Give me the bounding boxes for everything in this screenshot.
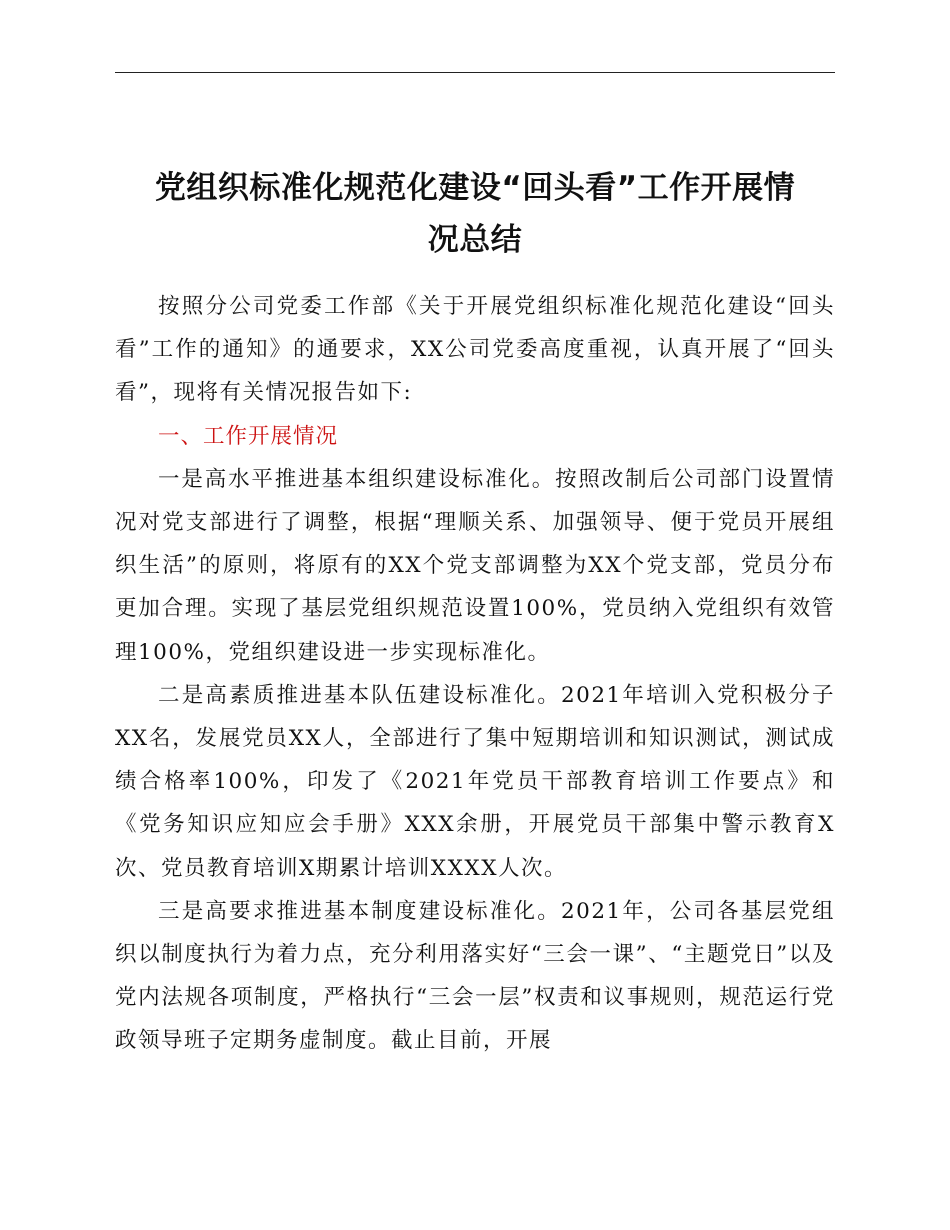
document-body [115,285,835,1063]
body-paragraph-2: 二是高素质推进基本队伍建设标准化。2021年培训入党积极分子XX名，发展党员XX人，全部进行了集中短期培训和知识测试，测试成绩合格率100%，印发了《2021年党员干部教育培训工作要点》和《党务知识应知应会手册》XXX余册，开展党员干部集中警示教育X次、党员教育培训X期累计培训XXXX人次。 [115,682,835,881]
document-title [115,162,835,266]
section-heading: 一、工作开展情况 [158,423,339,449]
document-title-line-2: 况总结 [427,222,523,258]
body-paragraph-1: 一是高水平推进基本组织建设标准化。按照改制后公司部门设置情况对党支部进行了调整，根据“理顺关系、加强领导、便于党员开展组织生活”的原则，将原有的XX个党支部调整为XX个党支部，党员分布更加合理。实现了基层党组织规范设置100%，党员纳入党组织有效管理100%，党组织建设进一步实现标准化。 [115,466,835,665]
body-paragraph-3: 三是高要求推进基本制度建设标准化。2021年，公司各基层党组织以制度执行为着力点，充分利用落实好“三会一课”、“主题党日”以及党内法规各项制度，严格执行“三会一层”权责和议事规则，规范运行党政领导班子定期务虚制度。截止目前，开展 [115,898,835,1054]
document-title-line-1: 党组织标准化规范化建设“回头看”工作开展情 [154,170,796,206]
header-rule [115,72,835,73]
intro-paragraph: 按照分公司党委工作部《关于开展党组织标准化规范化建设“回头看”工作的通知》的通要求，XX公司党委高度重视，认真开展了“回头看”，现将有关情况报告如下: [115,294,835,406]
